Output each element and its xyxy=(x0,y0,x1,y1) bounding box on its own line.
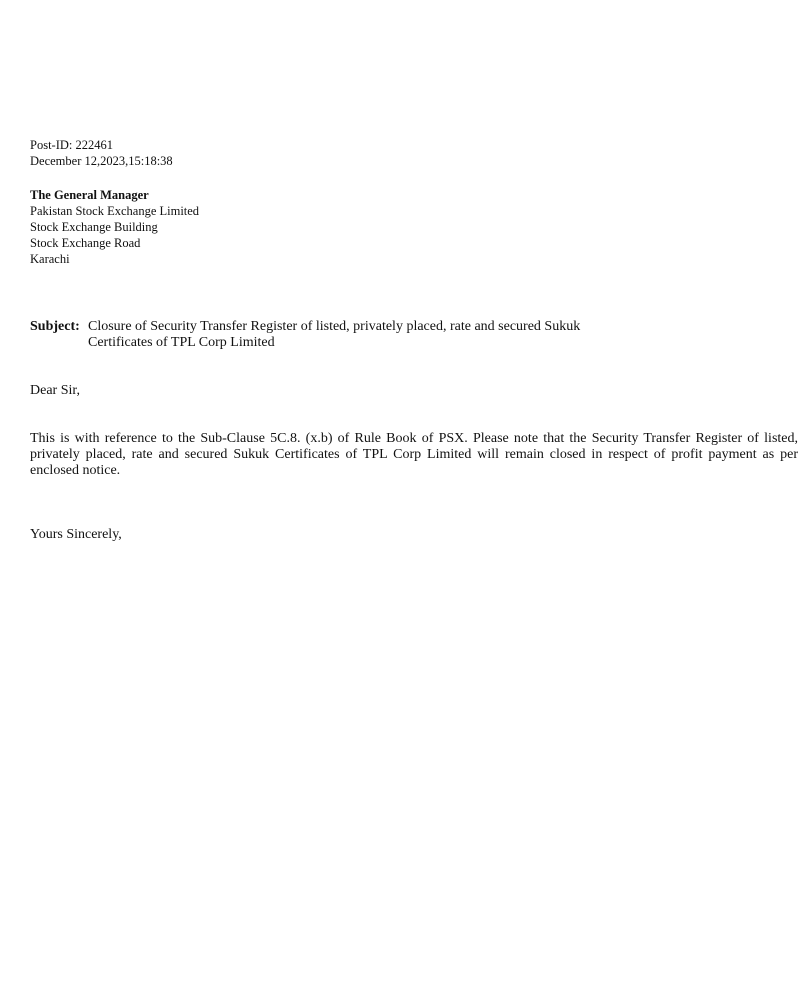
salutation: Dear Sir, xyxy=(30,383,80,398)
address-line: Karachi xyxy=(30,252,70,266)
address-line: Stock Exchange Road xyxy=(30,236,141,250)
recipient-address xyxy=(30,187,199,267)
post-id: Post-ID: 222461 xyxy=(30,138,113,152)
subject-text-line-2: Certificates of TPL Corp Limited xyxy=(88,335,275,350)
subject-block xyxy=(30,319,670,351)
closing: Yours Sincerely, xyxy=(30,527,122,542)
recipient-title: The General Manager xyxy=(30,188,149,202)
post-metadata xyxy=(30,137,173,169)
body-paragraph: This is with reference to the Sub-Clause 5C.8. (x.b) of Rule Book of PSX. Please note that the Security Transfer Register of listed, privately placed, rate and secured Sukuk Certificates of TPL Corp Limited will remain closed in respect of profit payment as per enclosed notice. xyxy=(30,431,798,478)
subject-label: Subject: xyxy=(30,319,80,334)
subject-text-line-1: Closure of Security Transfer Register of listed, privately placed, rate and secured Sukuk xyxy=(88,319,581,334)
post-datetime: December 12,2023,15:18:38 xyxy=(30,154,173,168)
address-line: Stock Exchange Building xyxy=(30,220,158,234)
address-line: Pakistan Stock Exchange Limited xyxy=(30,204,200,218)
